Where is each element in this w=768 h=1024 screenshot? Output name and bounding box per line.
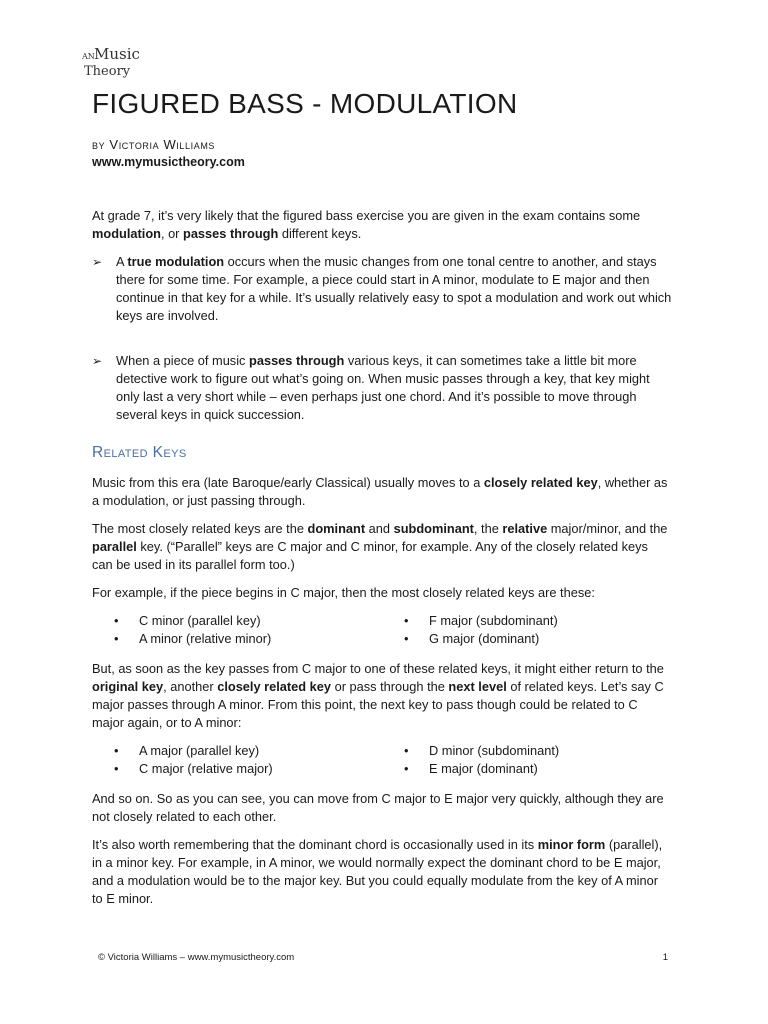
list-item: • C major (relative major) [92,760,382,778]
list-item: • C minor (parallel key) [92,612,382,630]
bold-term: modulation [92,226,161,241]
paragraph-and-so-on: And so on. So as you can see, you can move from C major to E major very quickly, although they are not closely related to each other. [92,791,664,824]
text-run: occurs when the music changes from one tonal centre to another, and stays there for some time. For example, a piece could start in A minor, modulate to E major and then continue in that key for a while. It’s usually relatively easy to spot a modulation and work out which keys are involved. [116,254,672,323]
bold-term: next level [448,679,507,694]
list-column-right [382,742,672,778]
intro-paragraph [92,207,672,243]
bold-term: true modulation [127,254,225,269]
bold-term: dominant [307,521,366,536]
arrow-bullet-icon: ➢ [92,354,103,368]
page-footer [98,952,668,963]
bold-term: original key [92,679,164,694]
text-run: , whether as a modulation, or just passing through. [92,475,668,508]
bold-term: relative [502,521,548,536]
bold-term: closely related key [483,475,598,490]
paragraph-dominant-minor [92,836,672,908]
text-run: But, as soon as the key passes from C major to one of these related keys, it might either return to the [92,661,664,676]
page-number: 1 [662,952,668,963]
text-run: of related keys. Let’s say C major passes through A minor. From this point, the next key to pass though could be related to C major again, or to A minor: [92,679,664,730]
text-run: The most closely related keys are the [92,521,308,536]
text-run: , the [473,521,503,536]
text-run: When a piece of music [116,353,250,368]
list-item: • A major (parallel key) [92,742,382,760]
arrow-bullet-passes-through [92,352,672,424]
list-column-right [382,612,672,648]
list-item: • G major (dominant) [382,630,672,648]
paragraph-passes-from [92,660,672,732]
text-run: various keys, it can sometimes take a little bit more detective work to figure out what’s going on. When music passes through a key, that key might only last a very short while – even perhaps just one chord. And it’s possible to move through several keys in quick succession. [116,353,650,422]
list-column-left [92,742,382,778]
text-run: key. (“Parallel” keys are C major and C minor, for example. Any of the closely related keys can be used in its parallel form too.) [92,539,648,572]
text-run: Music from this era (late Baroque/early Classical) usually moves to a [92,475,484,490]
list-item: • A minor (relative minor) [92,630,382,648]
paragraph-example-c-major: For example, if the piece begins in C major, then the most closely related keys are these: [92,585,595,600]
svg-text:Music: Music [94,45,140,63]
section-heading-related-keys: Related Keys [92,444,187,461]
related-keys-list-a-minor [92,742,672,778]
list-item: • F major (subdominant) [382,612,672,630]
paragraph-era [92,474,672,510]
document-body [92,207,672,918]
page-title: FIGURED BASS - MODULATION [92,88,518,119]
bold-term: passes through [249,353,345,368]
text-run: and [365,521,394,536]
arrow-bullet-true-modulation [92,253,672,325]
footer-copyright: © Victoria Williams – www.mymusictheory.com [98,952,295,963]
text-run: At grade 7, it’s very likely that the figured bass exercise you are given in the exam contains some [92,208,641,223]
text-run: or pass through the [331,679,449,694]
bold-term: passes through [183,226,279,241]
arrow-bullet-icon: ➢ [92,255,103,269]
related-keys-list-c-major [92,612,672,648]
text-run: , or [160,226,183,241]
bold-term: minor form [537,837,606,852]
bold-term: closely related key [217,679,332,694]
text-run: major/minor, and the [547,521,668,536]
text-run: A [116,254,128,269]
text-run: (parallel), in a minor key. For example, in A minor, we would normally expect the dominant chord to be E major, and a modulation would be to the major key. But you could equally modulate from the key of A minor to E minor. [92,837,663,906]
text-run: different keys. [278,226,362,241]
list-item: • D minor (subdominant) [382,742,672,760]
bold-term: subdominant [393,521,474,536]
list-item: • E major (dominant) [382,760,672,778]
paragraph-closely-related [92,520,672,574]
svg-text:AN: AN [82,52,95,61]
text-run: , another [163,679,218,694]
author-byline: by Victoria Williams [92,137,216,152]
list-column-left [92,612,382,648]
svg-text:Theory: Theory [84,64,131,78]
website-link[interactable]: www.mymusictheory.com [92,155,245,169]
bold-term: parallel [92,539,137,554]
mymusictheory-logo [82,44,152,78]
text-run: It’s also worth remembering that the dominant chord is occasionally used in its [92,837,538,852]
